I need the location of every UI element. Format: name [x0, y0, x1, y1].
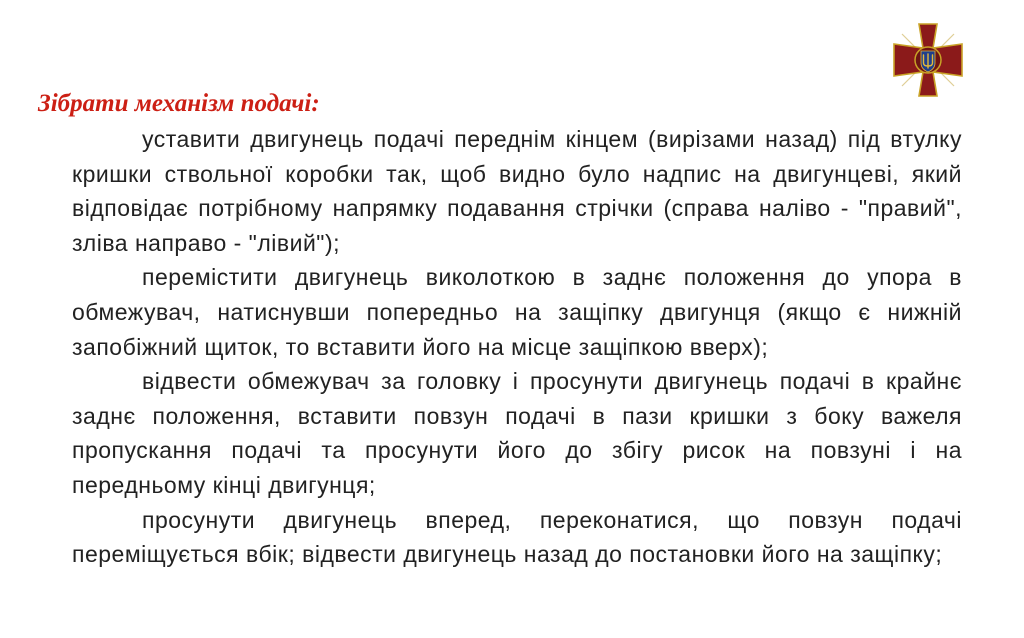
instruction-paragraph-2: перемістити двигунець виколоткою в заднє положення до упора в обмежувач, натиснувши попередньо на защіпку двигунця (якщо є нижній запобіжний щиток, то вставити його на місце защіпкою вверх); [72, 264, 962, 360]
instructions-body [72, 122, 962, 572]
instruction-paragraph-3: відвести обмежувач за головку і просунути двигунець подачі в крайнє заднє положення, вставити повзун подачі в пази кришки з боку важеля пропускання подачі та просунути його до збігу рисок на повзуні і на передньому кінці двигунця; [72, 368, 962, 498]
instruction-paragraph-4: просунути двигунець вперед, переконатися, що повзун подачі переміщується вбік; відвести двигунець назад до постановки його на защіпку; [72, 506, 962, 568]
section-heading: Зібрати механізм подачі: [38, 90, 320, 117]
instruction-paragraph-1: уставити двигунець подачі переднім кінцем (вирізами назад) під втулку кришки ствольної коробки так, щоб видно було надпис на двигунцеві, який відповідає потрібному напрямку подавання стрічки (справа наліво - "правий", зліва направо - "лівий"); [72, 126, 962, 256]
national-guard-cross-emblem-icon [892, 22, 964, 98]
